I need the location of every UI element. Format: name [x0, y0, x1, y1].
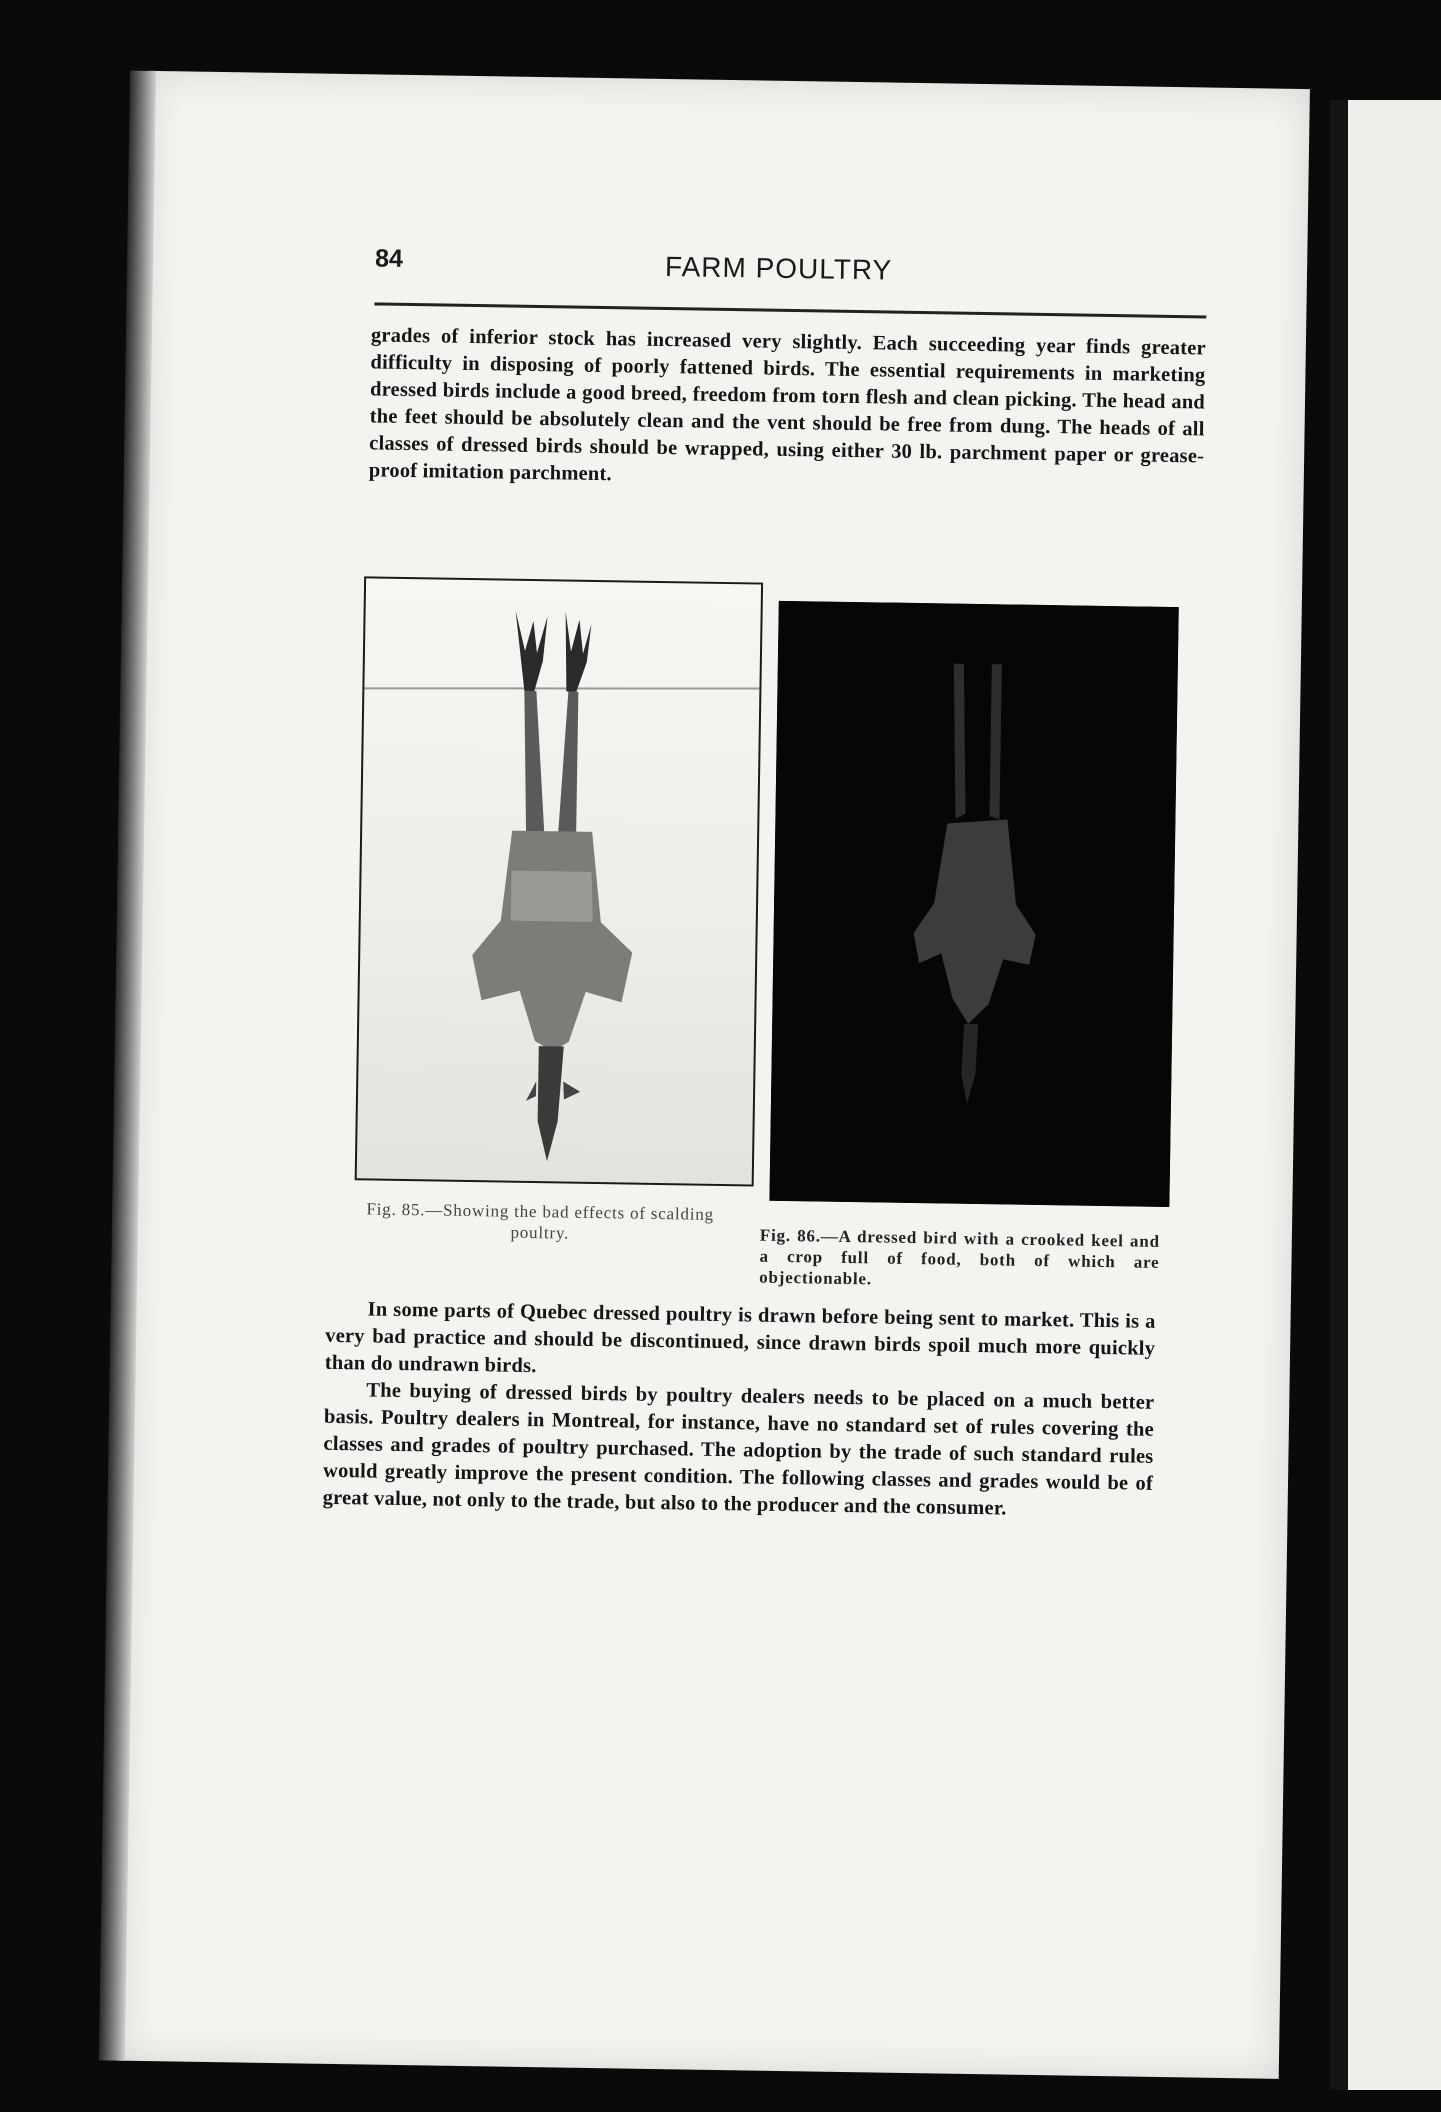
facing-page-edge	[1330, 100, 1441, 2090]
book-page	[119, 71, 1310, 2079]
figure-85-photo	[355, 576, 763, 1186]
bottom-text-section	[322, 1296, 1155, 1525]
figure-85-caption: Fig. 85.—Showing the bad effects of scalding poultry.	[366, 1199, 715, 1243]
paragraph-drawn-poultry: In some parts of Quebec dressed poultry is drawn before being sent to market. This is a very bad practice and should be discontinued, since drawn birds spoil much more quickly than do undrawn birds.	[324, 1298, 1156, 1378]
header-rule	[374, 302, 1206, 318]
dressed-bird-illustration	[769, 601, 1178, 1207]
paragraph-buying-dressed-birds: The buying of dressed birds by poultry dealers needs to be placed on a much better basis. Poultry dealers in Montreal, for instance, have no standard set of rules covering the classes and grades of poultry purchased. The adoption by the trade of such standard rules would greatly improve the present condition. The following classes and grades would be of great value, not only to the trade, but also to the producer and the consumer.	[322, 1379, 1155, 1520]
figure-86-photo	[769, 601, 1178, 1207]
scalded-bird-illustration	[357, 578, 761, 1184]
running-title: FARM POULTRY	[664, 251, 893, 286]
page-number: 84	[374, 244, 404, 273]
page-header	[375, 244, 1206, 297]
figure-86-caption: Fig. 86.—A dressed bird with a crooked keel and a crop full of food, both of which are objectionable.	[759, 1225, 1160, 1289]
top-paragraph: grades of inferior stock has increased very slightly. Each succeeding year finds greater difficulty in disposing of poorly fattened birds. The essential requirements in marketing dressed birds include a good breed, freedom from torn flesh and clean picking. The head and the feet should be absolutely clean and the vent should be free from dung. The heads of all classes of dressed birds should be wrapped, using either 30 lb. parchment paper or grease-proof imitation parchment.	[368, 324, 1207, 486]
